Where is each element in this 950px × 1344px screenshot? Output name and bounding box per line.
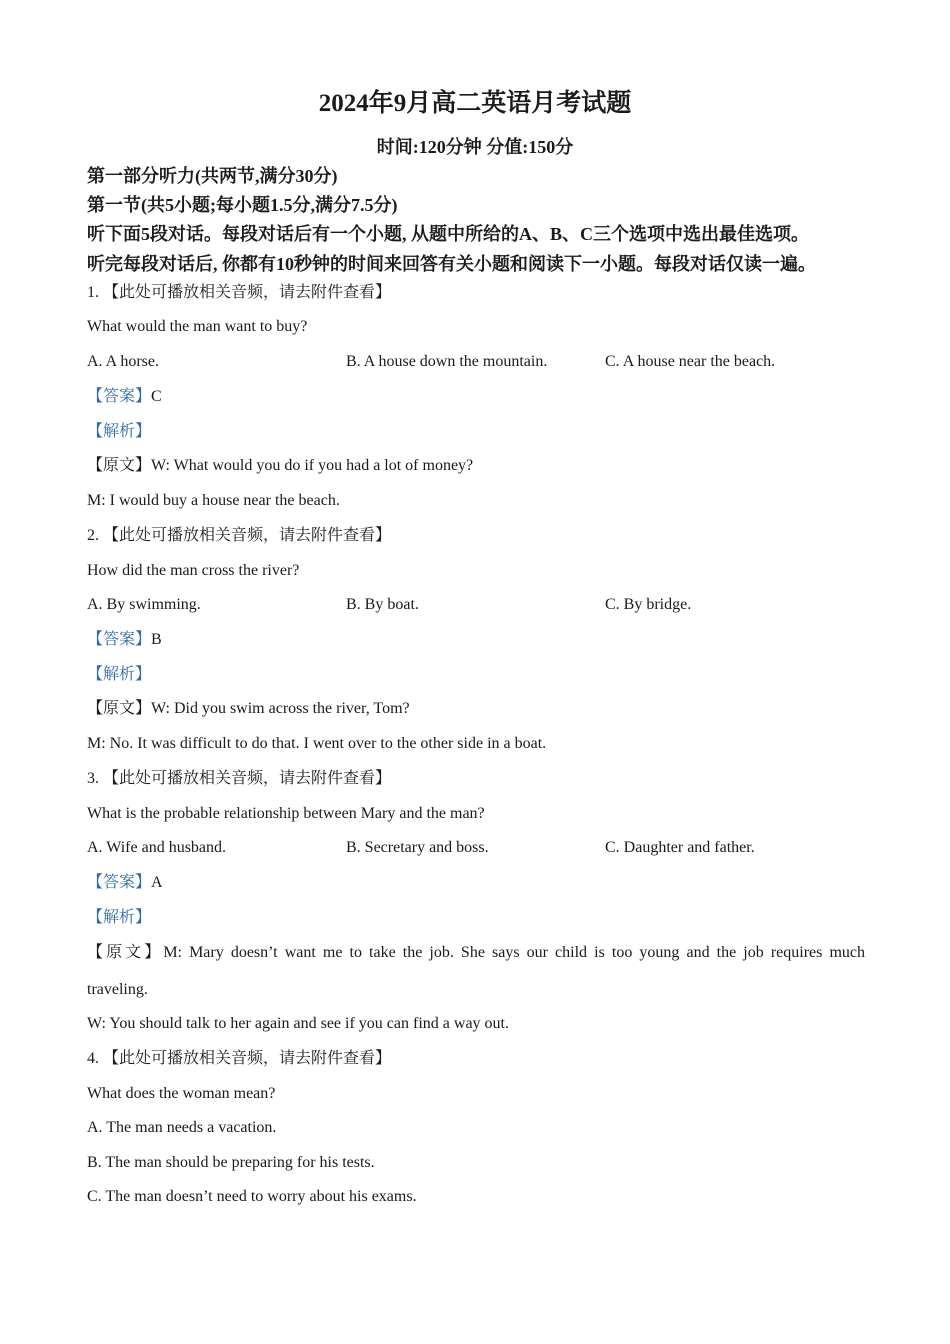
q2-transcript-line-1: 【原文】W: Did you swim across the river, Tom?: [87, 700, 410, 717]
q1-transcript-line-1: 【原文】W: What would you do if you had a lot of money?: [87, 457, 474, 474]
q3-analysis-label: 【解析】: [87, 909, 152, 926]
answer-label: 【答案】: [87, 388, 152, 405]
q1-analysis-label: 【解析】: [87, 423, 152, 440]
q3-option-a: A. Wife and husband.: [87, 839, 227, 856]
q3-audio-link[interactable]: 3. 【此处可播放相关音频，请去附件查看】: [87, 770, 392, 787]
q1-answer: [87, 384, 865, 410]
q1-audio-link[interactable]: 1. 【此处可播放相关音频，请去附件查看】: [87, 284, 392, 301]
part-heading: 第一部分听力(共两节,满分30分): [87, 166, 338, 186]
q2-answer-value: B: [151, 631, 162, 648]
q2-option-b: B. By boat.: [346, 596, 419, 613]
answer-label: 【答案】: [87, 874, 152, 891]
q4-audio-link[interactable]: 4. 【此处可播放相关音频，请去附件查看】: [87, 1050, 392, 1067]
q2-stem: How did the man cross the river?: [87, 562, 300, 579]
q3-stem: What is the probable relationship between Mary and the man?: [87, 805, 485, 822]
answer-label: 【答案】: [87, 631, 152, 648]
q4-option-b: B. The man should be preparing for his tests.: [87, 1154, 375, 1171]
q3-option-c: C. Daughter and father.: [605, 839, 755, 856]
q2-answer: [87, 627, 865, 653]
page-title: 2024年9月高二英语月考试题: [318, 90, 632, 117]
instruction-line-2: 听完每段对话后, 你都有10秒钟的时间来回答有关小题和阅读下一小题。每段对话仅读一遍。: [87, 254, 816, 274]
q2-analysis-label: 【解析】: [87, 666, 152, 683]
q1-option-c: C. A house near the beach.: [605, 353, 776, 370]
q1-option-b: B. A house down the mountain.: [346, 353, 548, 370]
subsection-heading: 第一节(共5小题;每小题1.5分,满分7.5分): [87, 195, 398, 215]
q4-option-c: C. The man doesn’t need to worry about his exams.: [87, 1188, 417, 1205]
q2-option-a: A. By swimming.: [87, 596, 201, 613]
q2-audio-link[interactable]: 2. 【此处可播放相关音频，请去附件查看】: [87, 527, 392, 544]
q4-option-a: A. The man needs a vacation.: [87, 1119, 277, 1136]
q1-option-a: A. A horse.: [87, 353, 159, 370]
q3-answer: [87, 870, 865, 896]
q1-stem: What would the man want to buy?: [87, 318, 308, 335]
instruction-line-1: 听下面5段对话。每段对话后有一个小题, 从题中所给的A、B、C三个选项中选出最佳选项。: [87, 224, 809, 244]
q2-option-c: C. By bridge.: [605, 596, 692, 613]
q3-answer-value: A: [151, 874, 163, 891]
q3-transcript-line-1: 【原文】M: Mary doesn’t want me to take the job. She says our child is too young and the job requires much: [87, 944, 865, 961]
q3-transcript-line-3: W: You should talk to her again and see if you can find a way out.: [87, 1015, 509, 1032]
q4-stem: What does the woman mean?: [87, 1085, 276, 1102]
q3-transcript-line-2: traveling.: [87, 981, 148, 998]
exam-time-score: 时间:120分钟 分值:150分: [376, 137, 574, 157]
q3-option-b: B. Secretary and boss.: [346, 839, 489, 856]
q1-answer-value: C: [151, 388, 162, 405]
q2-transcript-line-2: M: No. It was difficult to do that. I went over to the other side in a boat.: [87, 735, 547, 752]
q1-transcript-line-2: M: I would buy a house near the beach.: [87, 492, 340, 509]
